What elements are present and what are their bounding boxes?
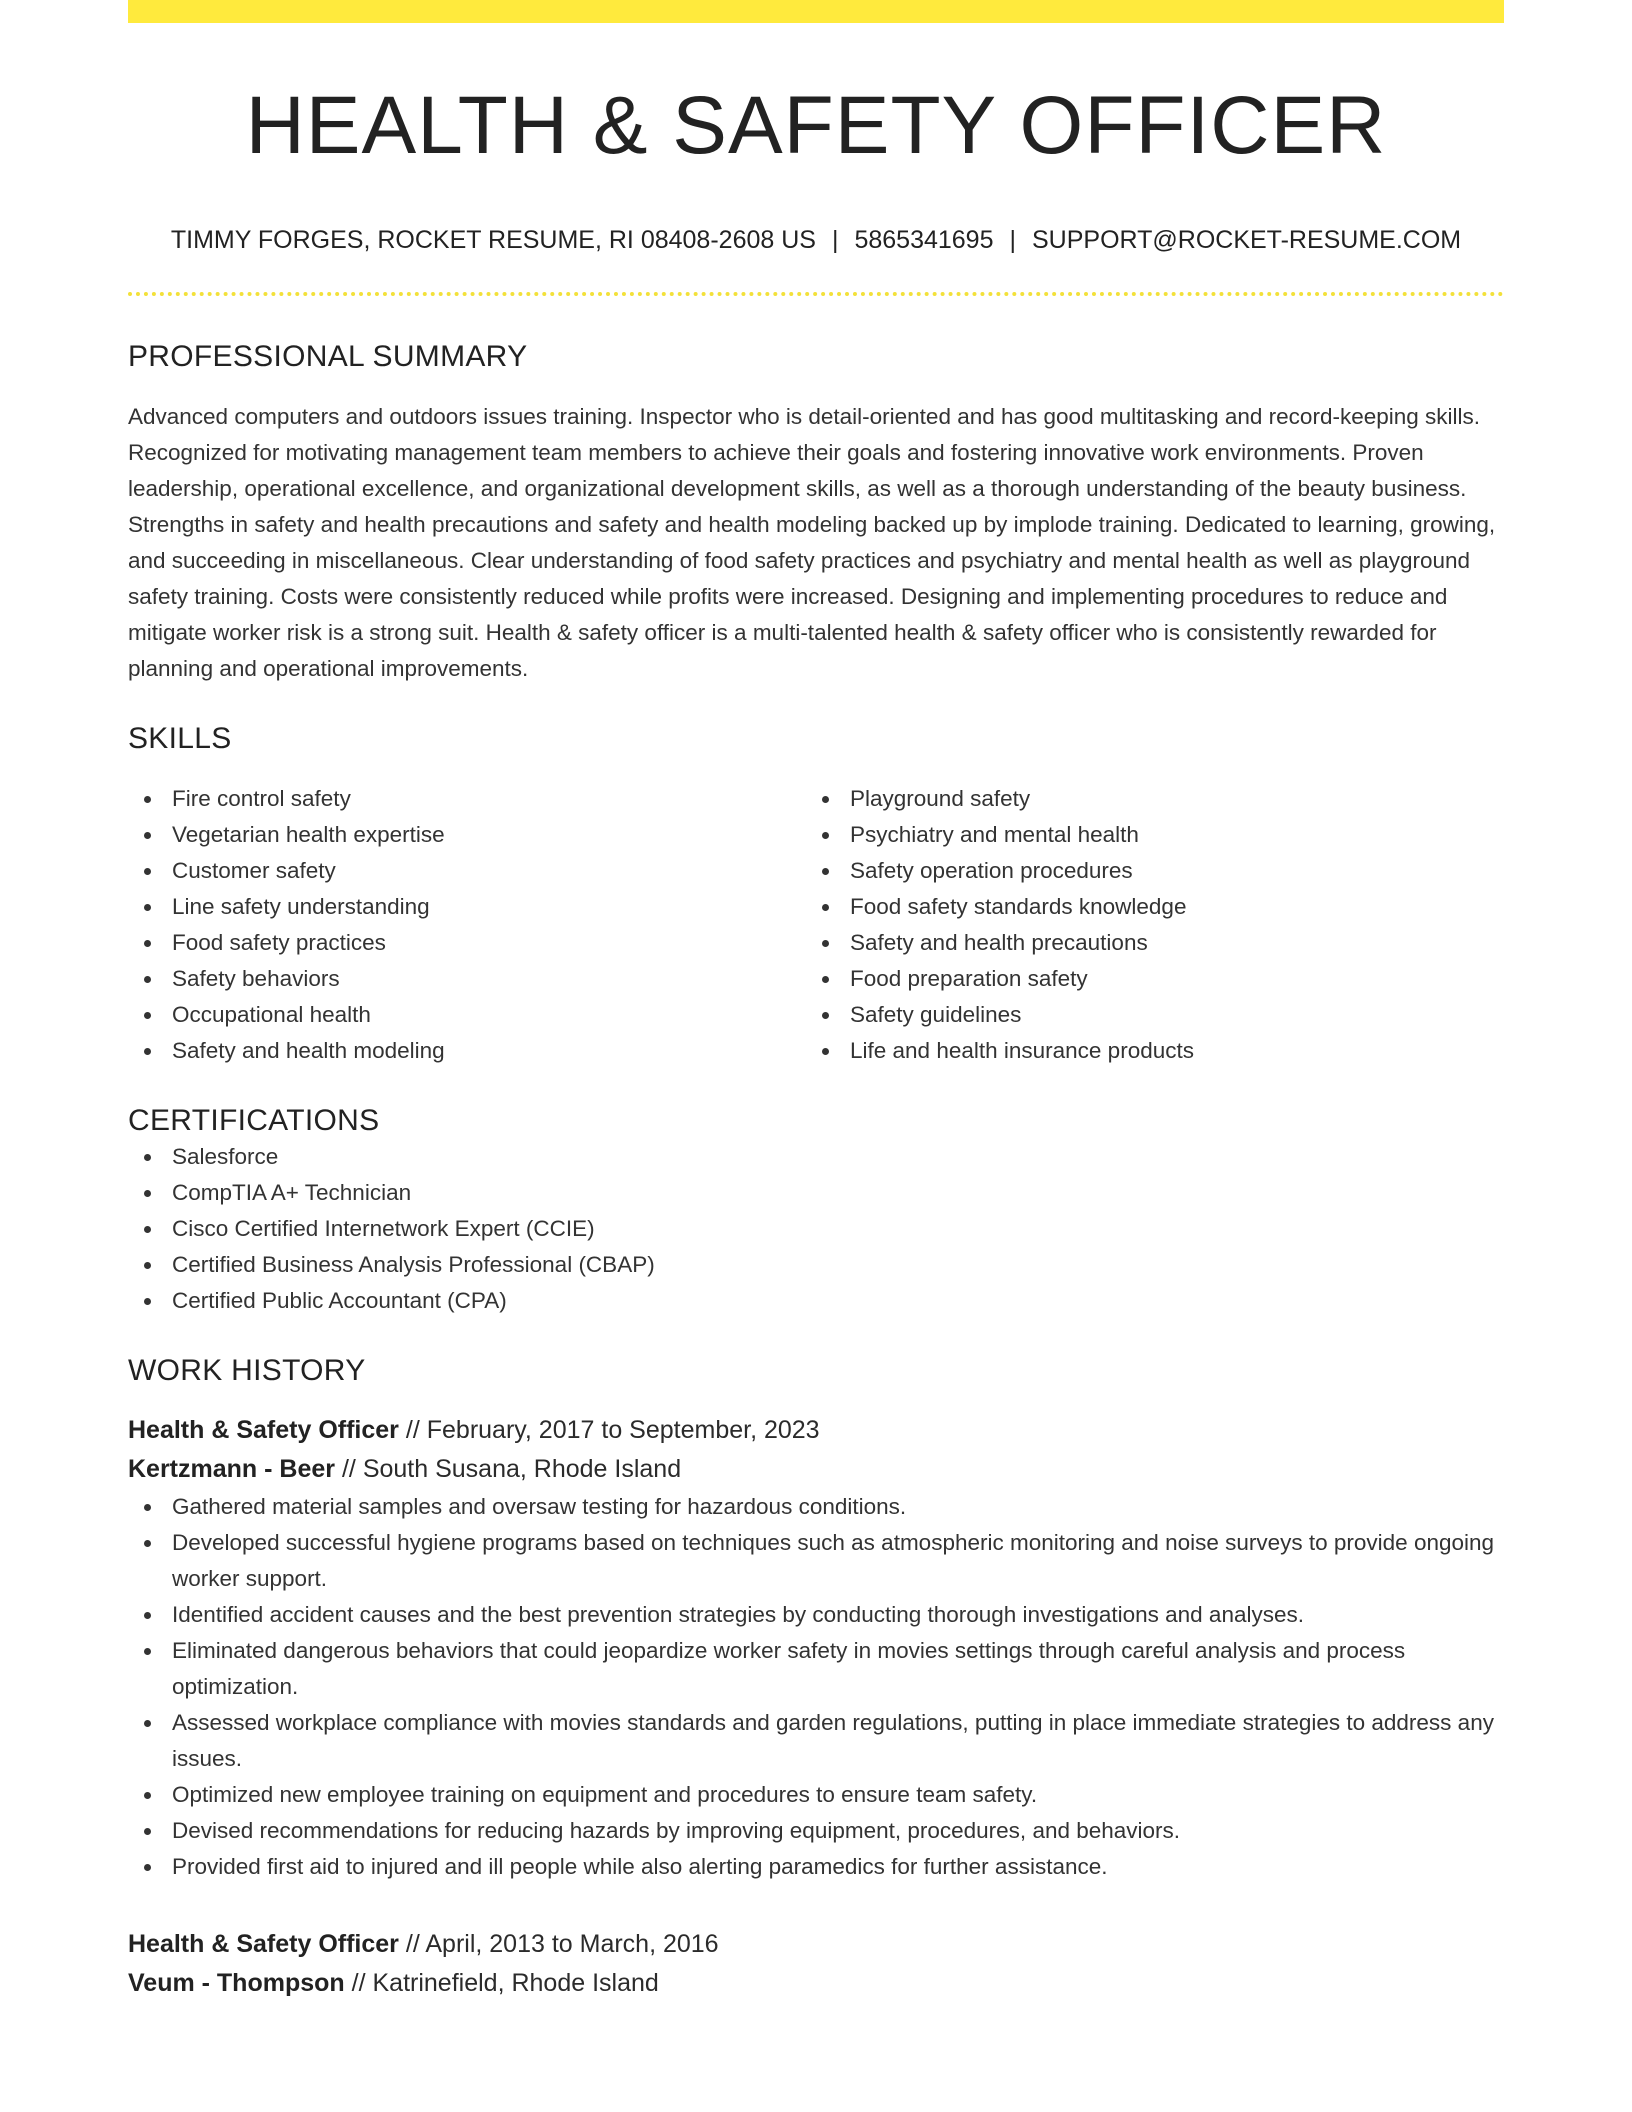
job-bullet: Identified accident causes and the best prevention strategies by conducting thorough investigations and analyses. [128,1597,1504,1633]
job-separator: // [341,1455,356,1483]
job-company: Kertzmann - Beer [128,1455,335,1483]
summary-text: Advanced computers and outdoors issues training. Inspector who is detail-oriented and has good multitasking and record-keeping skills. Recognized for motivating management team members to achieve their goals and fostering innovative work environments. Proven leadership, operational excellence, and organizational development skills, as well as a thorough understanding of the beauty business. Strengths in safety and health precautions and safety and health modeling backed up by implode training. Dedicated to learning, growing, and succeeding in miscellaneous. Clear understanding of food safety practices and psychiatry and mental health as well as playground safety training. Costs were consistently reduced while profits were increased. Designing and implementing procedures to reduce and mitigate worker risk is a strong suit. Health & safety officer is a multi-talented health & safety officer who is consistently rewarded for planning and operational improvements. [128,404,1496,681]
job-dates: April, 2013 to March, 2016 [425,1930,719,1958]
job-location: South Susana, Rhode Island [362,1455,682,1483]
job-separator: // [405,1930,420,1958]
certification-item: Cisco Certified Internetwork Expert (CCIE) [128,1211,1504,1247]
job-bullet: Devised recommendations for reducing hazards by improving equipment, procedures, and behaviors. [128,1813,1504,1849]
skill-item: Customer safety [128,853,806,889]
skill-item: Food preparation safety [806,961,1484,997]
skill-item: Fire control safety [128,781,806,817]
skill-item: Psychiatry and mental health [806,817,1484,853]
certification-item: CompTIA A+ Technician [128,1175,1504,1211]
skill-item: Food safety practices [128,925,806,961]
skills-column-left [128,781,806,1069]
job-separator: // [405,1416,420,1444]
skill-item: Vegetarian health expertise [128,817,806,853]
skills-list-right [806,781,1484,1069]
job-company: Veum - Thompson [128,1969,345,1997]
contact-phone: 5865341695 [854,226,994,254]
skills-heading: SKILLS [128,722,232,755]
job-title-line [128,1925,1504,1964]
job-bullet: Eliminated dangerous behaviors that could jeopardize worker safety in movies settings through careful analysis and process optimization. [128,1633,1504,1705]
job-bullet: Assessed workplace compliance with movies standards and garden regulations, putting in place immediate strategies to address any issues. [128,1705,1504,1777]
work-history-heading: WORK HISTORY [128,1354,366,1387]
job-separator: // [351,1969,366,1997]
job-title-line [128,1411,1504,1450]
job-title: Health & Safety Officer [128,1930,399,1958]
top-accent-bar [128,0,1504,23]
job-bullets [128,1489,1504,1885]
skill-item: Life and health insurance products [806,1033,1484,1069]
job-bullet: Gathered material samples and oversaw testing for hazardous conditions. [128,1489,1504,1525]
certifications-heading: CERTIFICATIONS [128,1104,380,1137]
job-bullet: Developed successful hygiene programs based on techniques such as atmospheric monitoring and noise surveys to provide ongoing worker support. [128,1525,1504,1597]
skill-item: Safety and health modeling [128,1033,806,1069]
skill-item: Safety guidelines [806,997,1484,1033]
skills-list-left [128,781,806,1069]
resume-page [128,0,1504,2003]
job-title: Health & Safety Officer [128,1416,399,1444]
skill-item: Safety operation procedures [806,853,1484,889]
skill-item: Safety and health precautions [806,925,1484,961]
contact-separator: | [1009,226,1016,254]
certification-item: Certified Business Analysis Professional (CBAP) [128,1247,1504,1283]
job-dates: February, 2017 to September, 2023 [426,1416,820,1444]
resume-title: HEALTH & SAFETY OFFICER [245,80,1387,171]
job-bullet: Optimized new employee training on equipment and procedures to ensure team safety. [128,1777,1504,1813]
skill-item: Safety behaviors [128,961,806,997]
header-divider [128,292,1504,296]
contact-address: TIMMY FORGES, ROCKET RESUME, RI 08408-2608 US [170,226,816,254]
skill-item: Occupational health [128,997,806,1033]
job-bullet: Provided first aid to injured and ill people while also alerting paramedics for further assistance. [128,1849,1504,1885]
job-entry [128,1411,1504,1885]
skill-item: Playground safety [806,781,1484,817]
contact-separator: | [831,226,839,254]
certifications-list [128,1139,1504,1319]
job-company-line [128,1450,1504,1489]
job-entry [128,1925,1504,2003]
summary-heading: PROFESSIONAL SUMMARY [128,340,528,373]
contact-line [128,225,1504,255]
contact-email: SUPPORT@ROCKET-RESUME.COM [1032,226,1462,254]
skills-grid [128,781,1504,1069]
skill-item: Food safety standards knowledge [806,889,1484,925]
skills-column-right [806,781,1484,1069]
skill-item: Line safety understanding [128,889,806,925]
certification-item: Salesforce [128,1139,1504,1175]
job-location: Katrinefield, Rhode Island [372,1969,659,1997]
job-company-line [128,1964,1504,2003]
certification-item: Certified Public Accountant (CPA) [128,1283,1504,1319]
